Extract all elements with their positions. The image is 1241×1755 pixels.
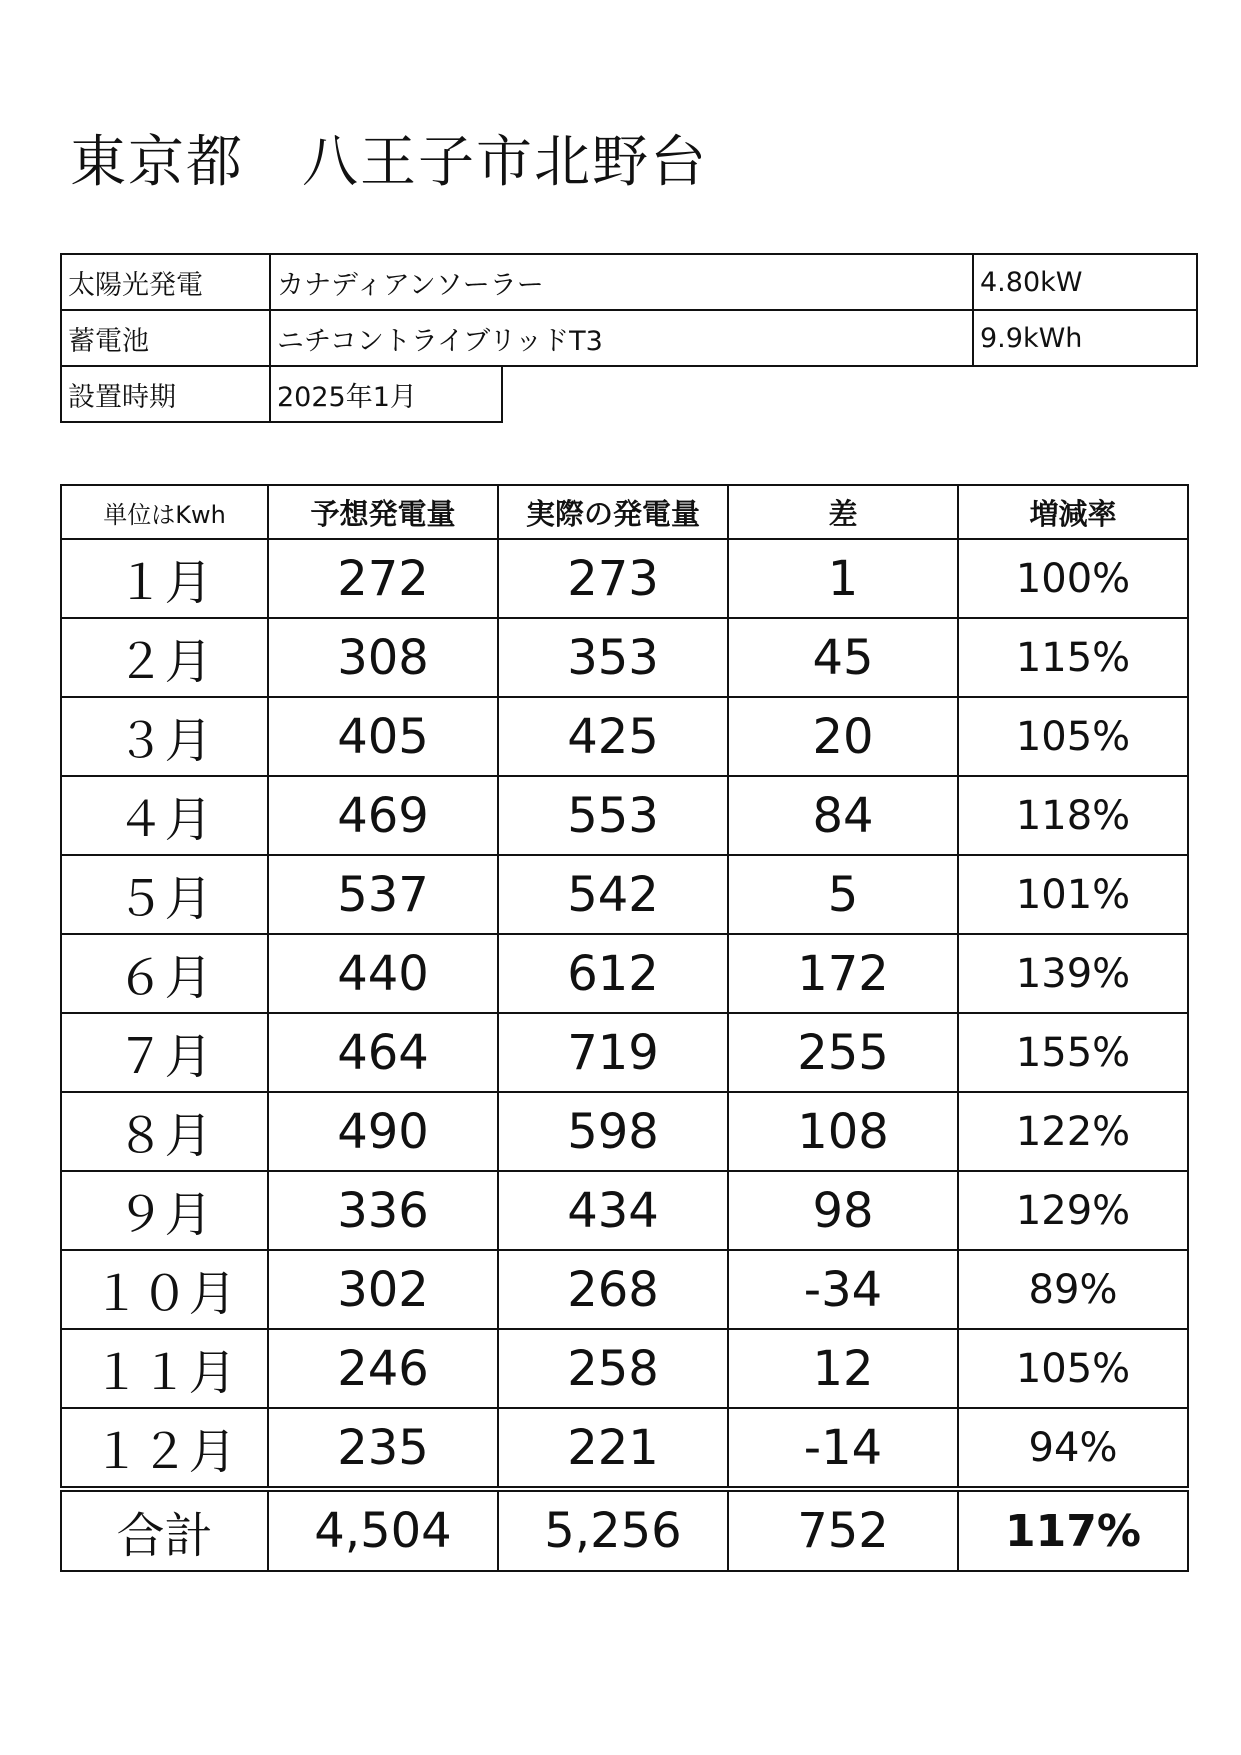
total-row — [61, 1489, 1188, 1571]
expected-cell: 469 — [268, 776, 498, 855]
actual-cell: 434 — [498, 1171, 728, 1250]
header-diff: 差 — [728, 485, 958, 539]
solar-capacity: 4.80kW — [973, 254, 1197, 310]
install-date: 2025年1月 — [270, 366, 502, 422]
rate-cell: 115% — [958, 618, 1188, 697]
actual-cell: 273 — [498, 539, 728, 618]
actual-cell: 353 — [498, 618, 728, 697]
table-row — [61, 697, 1188, 776]
table-row — [61, 776, 1188, 855]
month-cell: １０月 — [61, 1250, 268, 1329]
month-cell: １１月 — [61, 1329, 268, 1408]
solar-label: 太陽光発電 — [61, 254, 270, 310]
header-unit: 単位はKwh — [61, 485, 268, 539]
page-title: 東京都 八王子市北野台 — [70, 130, 708, 195]
actual-cell: 542 — [498, 855, 728, 934]
expected-cell: 235 — [268, 1408, 498, 1489]
diff-cell: 108 — [728, 1092, 958, 1171]
month-cell: １月 — [61, 539, 268, 618]
month-cell: ３月 — [61, 697, 268, 776]
rate-cell: 89% — [958, 1250, 1188, 1329]
rate-cell: 129% — [958, 1171, 1188, 1250]
table-row — [61, 1171, 1188, 1250]
rate-cell: 105% — [958, 1329, 1188, 1408]
solar-maker: カナディアンソーラー — [270, 254, 973, 310]
table-row — [61, 539, 1188, 618]
diff-cell: 84 — [728, 776, 958, 855]
table-row — [61, 618, 1188, 697]
month-cell: １２月 — [61, 1408, 268, 1489]
battery-capacity: 9.9kWh — [973, 310, 1197, 366]
install-label: 設置時期 — [61, 366, 270, 422]
expected-cell: 302 — [268, 1250, 498, 1329]
rate-cell: 139% — [958, 934, 1188, 1013]
month-cell: ８月 — [61, 1092, 268, 1171]
table-row — [61, 1013, 1188, 1092]
expected-cell: 537 — [268, 855, 498, 934]
expected-cell: 272 — [268, 539, 498, 618]
actual-cell: 598 — [498, 1092, 728, 1171]
diff-cell: 172 — [728, 934, 958, 1013]
spec-row-install — [61, 366, 1197, 422]
header-expected: 予想発電量 — [268, 485, 498, 539]
total-expected: 4,504 — [268, 1489, 498, 1571]
month-cell: ２月 — [61, 618, 268, 697]
diff-cell: 45 — [728, 618, 958, 697]
rate-cell: 118% — [958, 776, 1188, 855]
expected-cell: 405 — [268, 697, 498, 776]
expected-cell: 246 — [268, 1329, 498, 1408]
actual-cell: 612 — [498, 934, 728, 1013]
table-row — [61, 1408, 1188, 1489]
month-cell: ７月 — [61, 1013, 268, 1092]
diff-cell: 20 — [728, 697, 958, 776]
diff-cell: 1 — [728, 539, 958, 618]
diff-cell: -14 — [728, 1408, 958, 1489]
actual-cell: 425 — [498, 697, 728, 776]
total-label: 合計 — [61, 1489, 268, 1571]
rate-cell: 101% — [958, 855, 1188, 934]
diff-cell: 5 — [728, 855, 958, 934]
spec-row-solar — [61, 254, 1197, 310]
expected-cell: 308 — [268, 618, 498, 697]
rate-cell: 100% — [958, 539, 1188, 618]
actual-cell: 221 — [498, 1408, 728, 1489]
battery-label: 蓄電池 — [61, 310, 270, 366]
rate-cell: 155% — [958, 1013, 1188, 1092]
actual-cell: 553 — [498, 776, 728, 855]
header-rate: 増減率 — [958, 485, 1188, 539]
table-row — [61, 934, 1188, 1013]
actual-cell: 258 — [498, 1329, 728, 1408]
diff-cell: 12 — [728, 1329, 958, 1408]
month-cell: ４月 — [61, 776, 268, 855]
expected-cell: 440 — [268, 934, 498, 1013]
total-actual: 5,256 — [498, 1489, 728, 1571]
generation-table — [60, 484, 1189, 1572]
rate-cell: 94% — [958, 1408, 1188, 1489]
expected-cell: 464 — [268, 1013, 498, 1092]
actual-cell: 268 — [498, 1250, 728, 1329]
header-actual: 実際の発電量 — [498, 485, 728, 539]
month-cell: ５月 — [61, 855, 268, 934]
table-row — [61, 1092, 1188, 1171]
rate-cell: 105% — [958, 697, 1188, 776]
diff-cell: 98 — [728, 1171, 958, 1250]
total-diff: 752 — [728, 1489, 958, 1571]
month-cell: ９月 — [61, 1171, 268, 1250]
table-row — [61, 1250, 1188, 1329]
actual-cell: 719 — [498, 1013, 728, 1092]
diff-cell: -34 — [728, 1250, 958, 1329]
expected-cell: 490 — [268, 1092, 498, 1171]
battery-maker: ニチコントライブリッドT3 — [270, 310, 973, 366]
spec-table — [60, 253, 1198, 423]
table-row — [61, 1329, 1188, 1408]
expected-cell: 336 — [268, 1171, 498, 1250]
spec-row-battery — [61, 310, 1197, 366]
month-cell: ６月 — [61, 934, 268, 1013]
rate-cell: 122% — [958, 1092, 1188, 1171]
table-header-row — [61, 485, 1188, 539]
table-row — [61, 855, 1188, 934]
total-rate: 117% — [958, 1489, 1188, 1571]
diff-cell: 255 — [728, 1013, 958, 1092]
